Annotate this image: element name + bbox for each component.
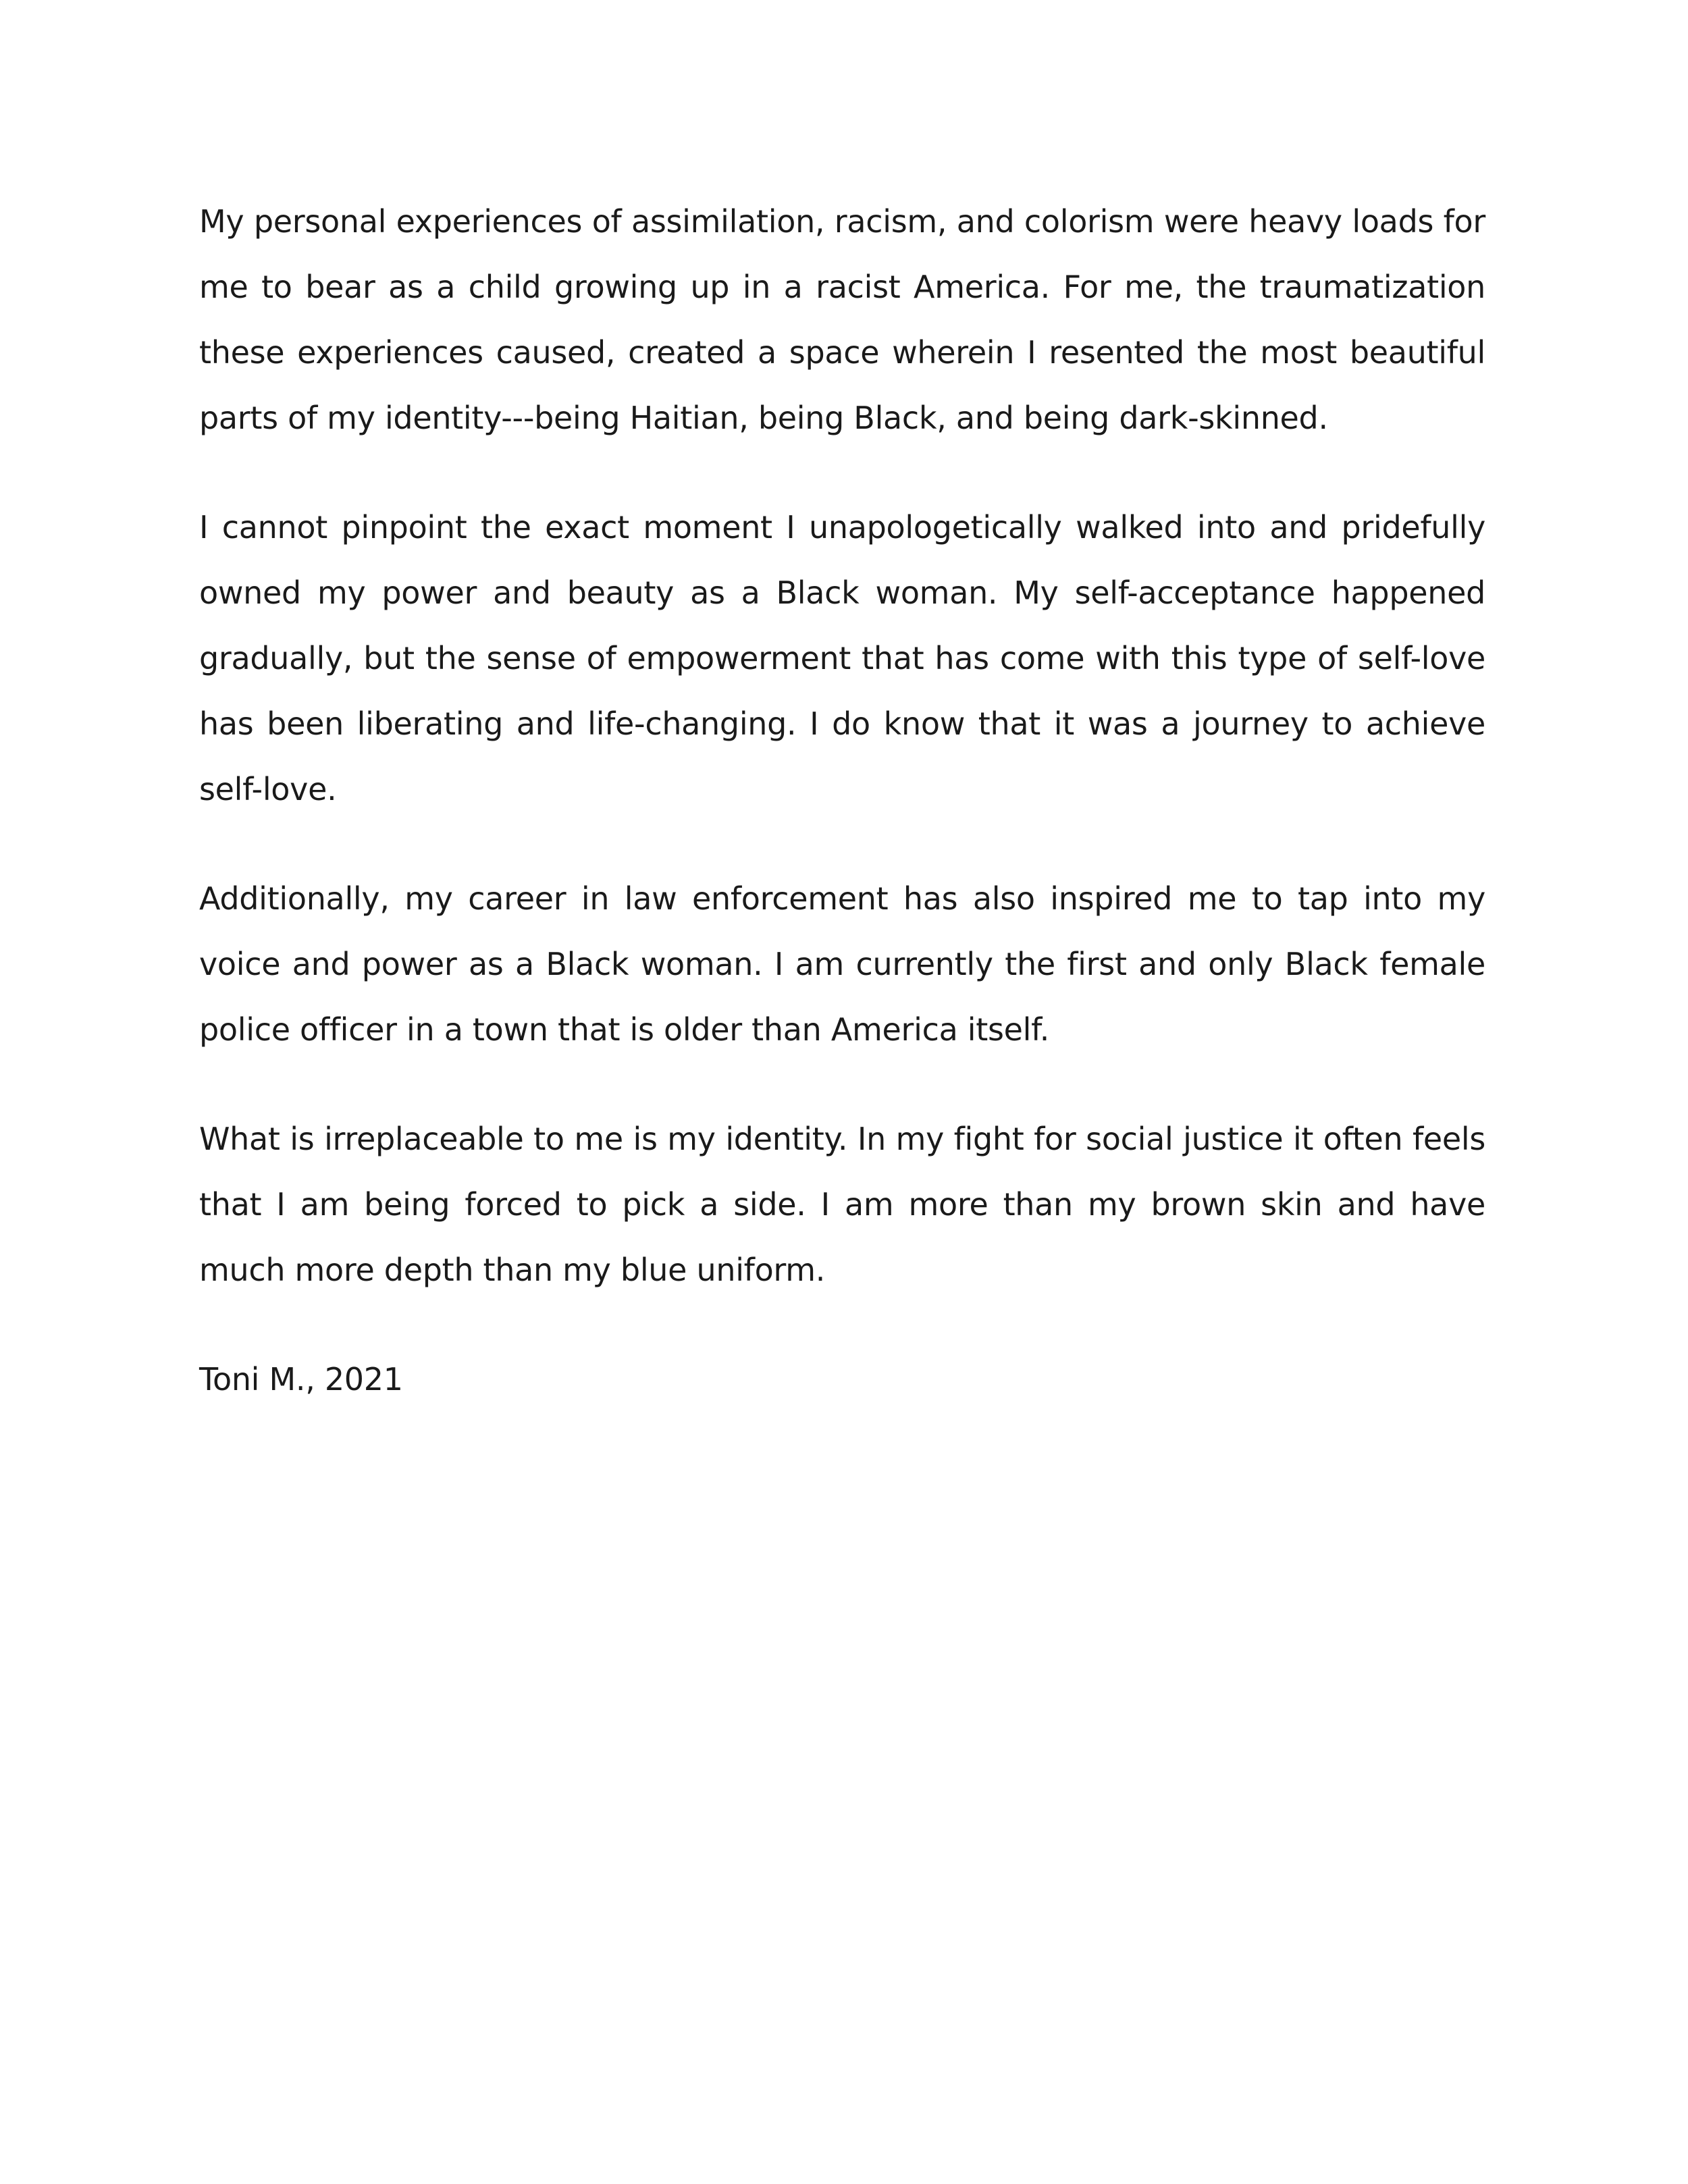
paragraph-2: I cannot pinpoint the exact moment I unapologetically walked into and pridefully owned my power and beauty as a Black woman. My self-acceptance happened gradually, but the sense of empowerment that has come with this type of self-love has been liberating and life-changing. I do know that it was a journey to achieve self-love. bbox=[199, 509, 1485, 807]
paragraph-3: Additionally, my career in law enforcement has also inspired me to tap into my voice and power as a Black woman. I am currently the first and only Black female police officer in a town that is older than America itself. bbox=[199, 880, 1485, 1048]
paragraph-1: My personal experiences of assimilation, racism, and colorism were heavy loads for me to bear as a child growing up in a racist America. For me, the traumatization these experiences caused, created a space wherein I resented the most beautiful parts of my identity---being Haitian, being Black, and being dark-skinned. bbox=[199, 203, 1485, 436]
paragraph-4: What is irreplaceable to me is my identity. In my fight for social justice it often feels that I am being forced to pick a side. I am more than my brown skin and have much more depth than my blue uniform. bbox=[199, 1121, 1485, 1288]
document-body bbox=[199, 189, 1485, 1412]
signature: Toni M., 2021 bbox=[199, 1361, 403, 1397]
